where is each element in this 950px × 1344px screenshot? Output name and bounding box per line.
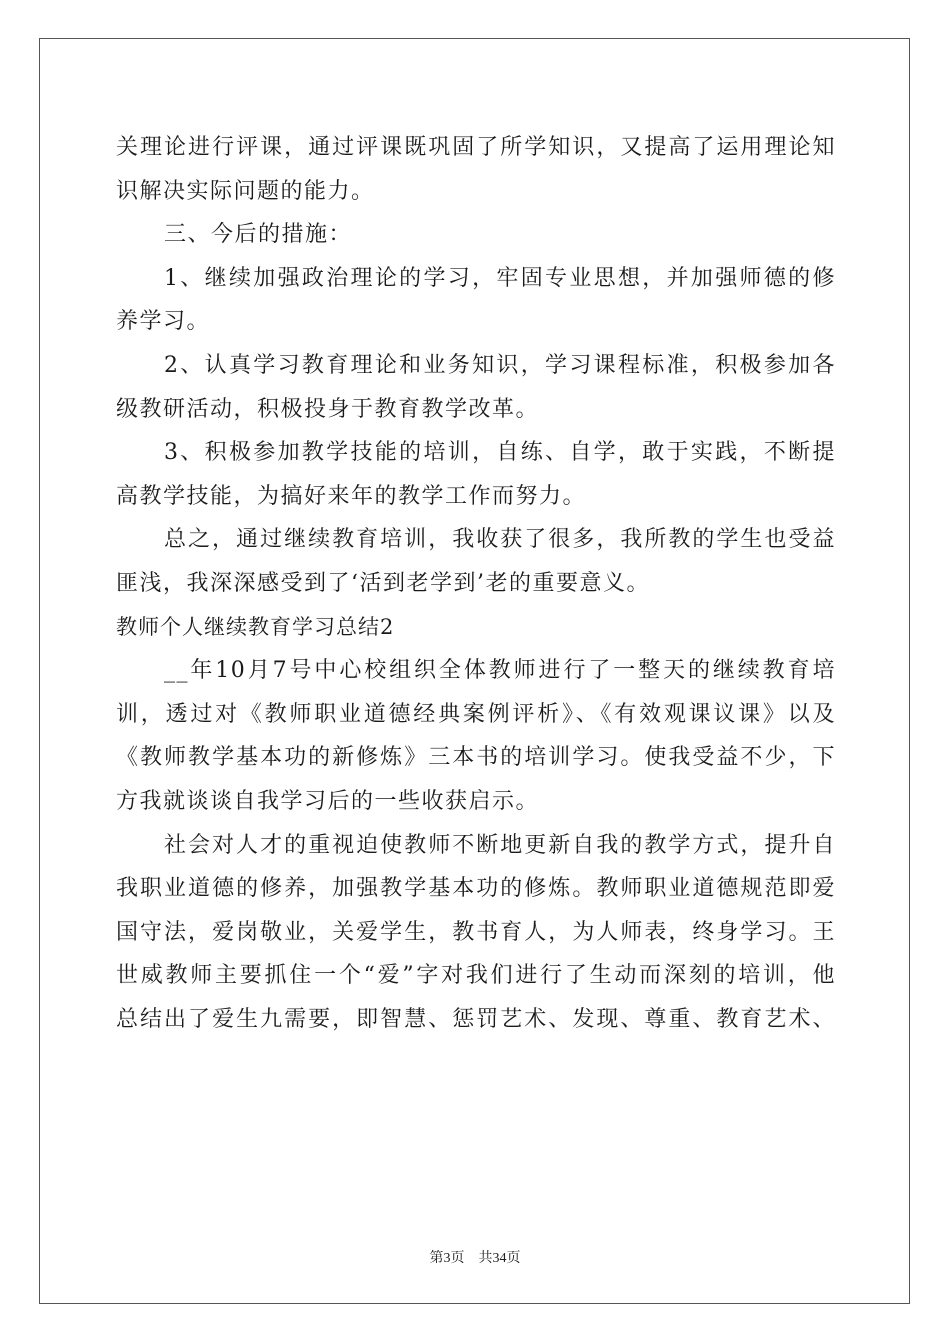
text-line: 总之，通过继续教育培训，我收获了很多，我所教的学生也受益 (164, 527, 836, 553)
section-heading-future-measures (116, 213, 836, 257)
paragraph-evaluation-continued (116, 126, 836, 213)
text-line: 方我就谈谈自我学习后的一些收获启示。 (116, 788, 540, 814)
text-line: 3、积极参加教学技能的培训，自练、自学，敢于实践，不断提 (164, 440, 836, 466)
text-line: 我职业道德的修养，加强教学基本功的修炼。教师职业道德规范即爱 (116, 876, 836, 902)
paragraph-training-intro (116, 649, 836, 823)
text-line: 世威教师主要抓住一个“爱”字对我们进行了生动而深刻的培训，他 (116, 963, 836, 989)
text-line: 总结出了爱生九需要，即智慧、惩罚艺术、发现、尊重、教育艺术、 (116, 1006, 836, 1032)
text-line: 1、继续加强政治理论的学习，牢固专业思想，并加强师德的修 (164, 265, 836, 291)
document-body (116, 126, 836, 1041)
text-line: __年10月7号中心校组织全体教师进行了一整天的继续教育培 (164, 658, 836, 684)
text-line: 《教师教学基本功的新修炼》三本书的培训学习。使我受益不少，下 (116, 745, 836, 771)
page-number: 第3页 (429, 1251, 465, 1266)
paragraph-professional-ethics (116, 824, 836, 1042)
text-line: 训，透过对《教师职业道德经典案例评析》、《有效观课议课》以及 (116, 701, 836, 727)
text-line: 三、今后的措施： (164, 222, 353, 248)
list-item-2 (116, 344, 836, 431)
text-line: 识解决实际问题的能力。 (116, 178, 375, 204)
text-line: 国守法，爱岗敬业，关爱学生，教书育人，为人师表，终身学习。王 (116, 919, 836, 945)
paragraph-conclusion (116, 518, 836, 605)
text-line: 2、认真学习教育理论和业务知识，学习课程标准，积极参加各 (164, 352, 836, 378)
list-item-1 (116, 257, 836, 344)
list-item-3 (116, 431, 836, 518)
text-line: 关理论进行评课，通过评课既巩固了所学知识，又提高了运用理论知 (116, 135, 836, 160)
text-line: 匪浅，我深深感受到了‘活到老学到’老的重要意义。 (116, 570, 650, 596)
page-total: 共34页 (478, 1251, 521, 1266)
text-line: 社会对人才的重视迫使教师不断地更新自我的教学方式，提升自 (164, 832, 836, 858)
article-title (116, 606, 836, 650)
text-line: 养学习。 (116, 309, 211, 335)
text-line: 级教研活动，积极投身于教育教学改革。 (116, 396, 540, 422)
page-footer (0, 1247, 950, 1267)
article-title-text: 教师个人继续教育学习总结2 (116, 614, 395, 639)
text-line: 高教学技能，为搞好来年的教学工作而努力。 (116, 483, 587, 509)
